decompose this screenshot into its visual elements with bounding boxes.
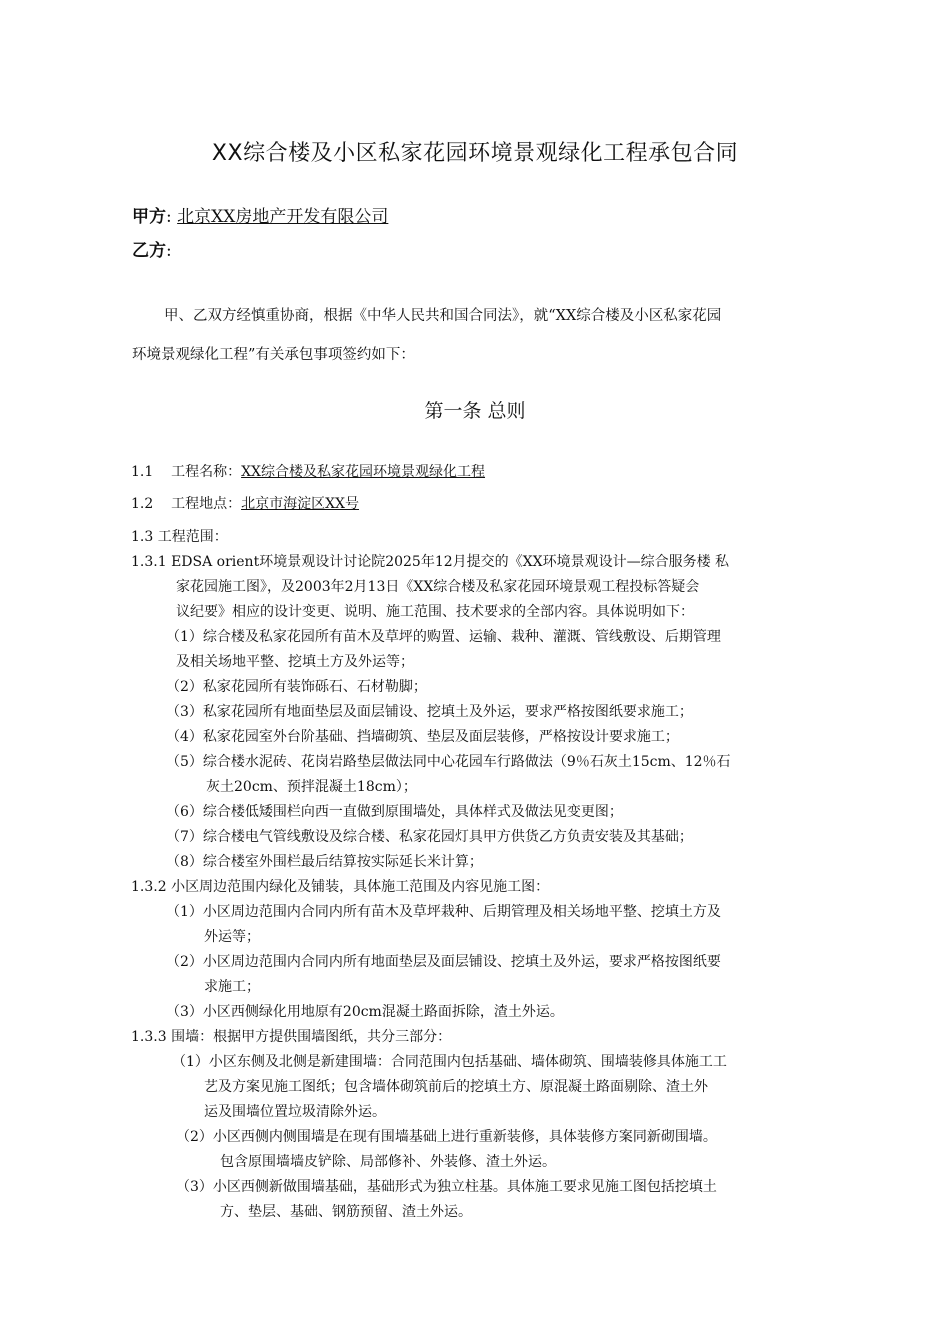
text-line: 家花园施工图》，及2003年2月13日《XX综合楼及私家花园环境景观工程投标答疑会	[176, 579, 700, 595]
text-line: 外运等；	[204, 929, 260, 945]
project-name: XX综合楼及私家花园环境景观绿化工程	[241, 464, 486, 480]
list-item: （3）小区西侧绿化用地原有20cm混凝土路面拆除，渣土外运。	[166, 1004, 564, 1020]
section-1-3-heading: 1.3 工程范围：	[131, 529, 228, 545]
text-line: 方、垫层、基础、钢筋预留、渣土外运。	[220, 1204, 472, 1220]
party-a-name: 北京XX房地产开发有限公司	[177, 207, 389, 227]
item-1-1-number: 1.1	[131, 464, 154, 480]
text-line: 求施工；	[204, 979, 260, 995]
intro-line-1: 甲、乙双方经慎重协商，根据《中华人民共和国合同法》，就“XX综合楼及小区私家花园	[164, 308, 722, 324]
section-1-3-3: 1.3.3 围墙：根据甲方提供围墙图纸，共分三部分：	[131, 1029, 452, 1045]
party-b-colon: :	[166, 241, 172, 261]
contract-title: XX综合楼及小区私家花园环境景观绿化工程承包合同	[211, 141, 739, 166]
party-b-line	[132, 236, 172, 261]
party-a-label: 甲方	[132, 207, 166, 227]
list-item: （3）私家花园所有地面垫层及面层铺设、挖填土及外运，要求严格按图纸要求施工；	[166, 704, 693, 720]
list-item: （3）小区西侧新做围墙基础，基础形式为独立柱基。具体施工要求见施工图包括挖填土	[176, 1179, 717, 1195]
project-location: 北京市海淀区XX号	[241, 496, 360, 512]
list-item: （1）综合楼及私家花园所有苗木及草坪的购置、运输、栽种、灌溉、管线敷设、后期管理	[166, 629, 721, 645]
list-item: （6）综合楼低矮围栏向西一直做到原围墙处，具体样式及做法见变更图；	[166, 804, 623, 820]
section-1-3-2: 1.3.2 小区周边范围内绿化及铺装，具体施工范围及内容见施工图：	[131, 879, 550, 895]
item-1-2-label: 工程地点：	[171, 496, 242, 512]
text-line: 包含原围墙墙皮铲除、局部修补、外装修、渣土外运。	[220, 1154, 556, 1170]
list-item: （4）私家花园室外台阶基础、挡墙砌筑、垫层及面层装修，严格按设计要求施工；	[166, 729, 679, 745]
item-1-1-label: 工程名称：	[171, 464, 242, 480]
text-line: 及相关场地平整、挖填土方及外运等；	[176, 654, 414, 670]
list-item: （2）小区西侧内侧围墙是在现有围墙基础上进行重新装修，具体装修方案同新砌围墙。	[176, 1129, 717, 1145]
party-b-label: 乙方	[132, 241, 166, 261]
text-line: 灰土20cm、预拌混凝土18cm）；	[206, 779, 417, 795]
text-line: 艺及方案见施工图纸；包含墙体砌筑前后的挖填土方、原混凝土路面剔除、渣土外	[204, 1079, 708, 1095]
item-1-1	[131, 460, 485, 485]
list-item: （2）私家花园所有装饰砾石、石材勒脚；	[166, 679, 427, 695]
list-item: （1）小区东侧及北侧是新建围墙：合同范围内包括基础、墙体砌筑、围墙装修具体施工工	[172, 1054, 727, 1070]
list-item: （2）小区周边范围内合同内所有地面垫层及面层铺设、挖填土及外运，要求严格按图纸要	[166, 954, 721, 970]
party-a-colon: :	[166, 207, 172, 227]
list-item: （5）综合楼水泥砖、花岗岩路垫层做法同中心花园车行路做法（9％石灰土15cm、12％石	[166, 754, 731, 770]
text-line: 1.3.1 EDSA orient环境景观设计讨论院2025年12月提交的《XX环境景观设计—综合服务楼 私	[131, 554, 730, 570]
article-heading: 第一条 总则	[424, 400, 526, 422]
text-line: 运及围墙位置垃圾清除外运。	[204, 1104, 386, 1120]
party-a-line	[132, 202, 388, 227]
text-line: 议纪要》相应的设计变更、说明、施工范围、技术要求的全部内容。具体说明如下：	[176, 604, 694, 620]
item-1-2-number: 1.2	[131, 496, 154, 512]
intro-line-2: 环境景观绿化工程”有关承包事项签约如下：	[132, 347, 415, 363]
list-item: （1）小区周边范围内合同内所有苗木及草坪栽种、后期管理及相关场地平整、挖填土方及	[166, 904, 721, 920]
list-item: （8）综合楼室外围栏最后结算按实际延长米计算；	[166, 854, 483, 870]
item-1-2	[131, 492, 359, 517]
list-item: （7）综合楼电气管线敷设及综合楼、私家花园灯具甲方供货乙方负责安装及其基础；	[166, 829, 693, 845]
